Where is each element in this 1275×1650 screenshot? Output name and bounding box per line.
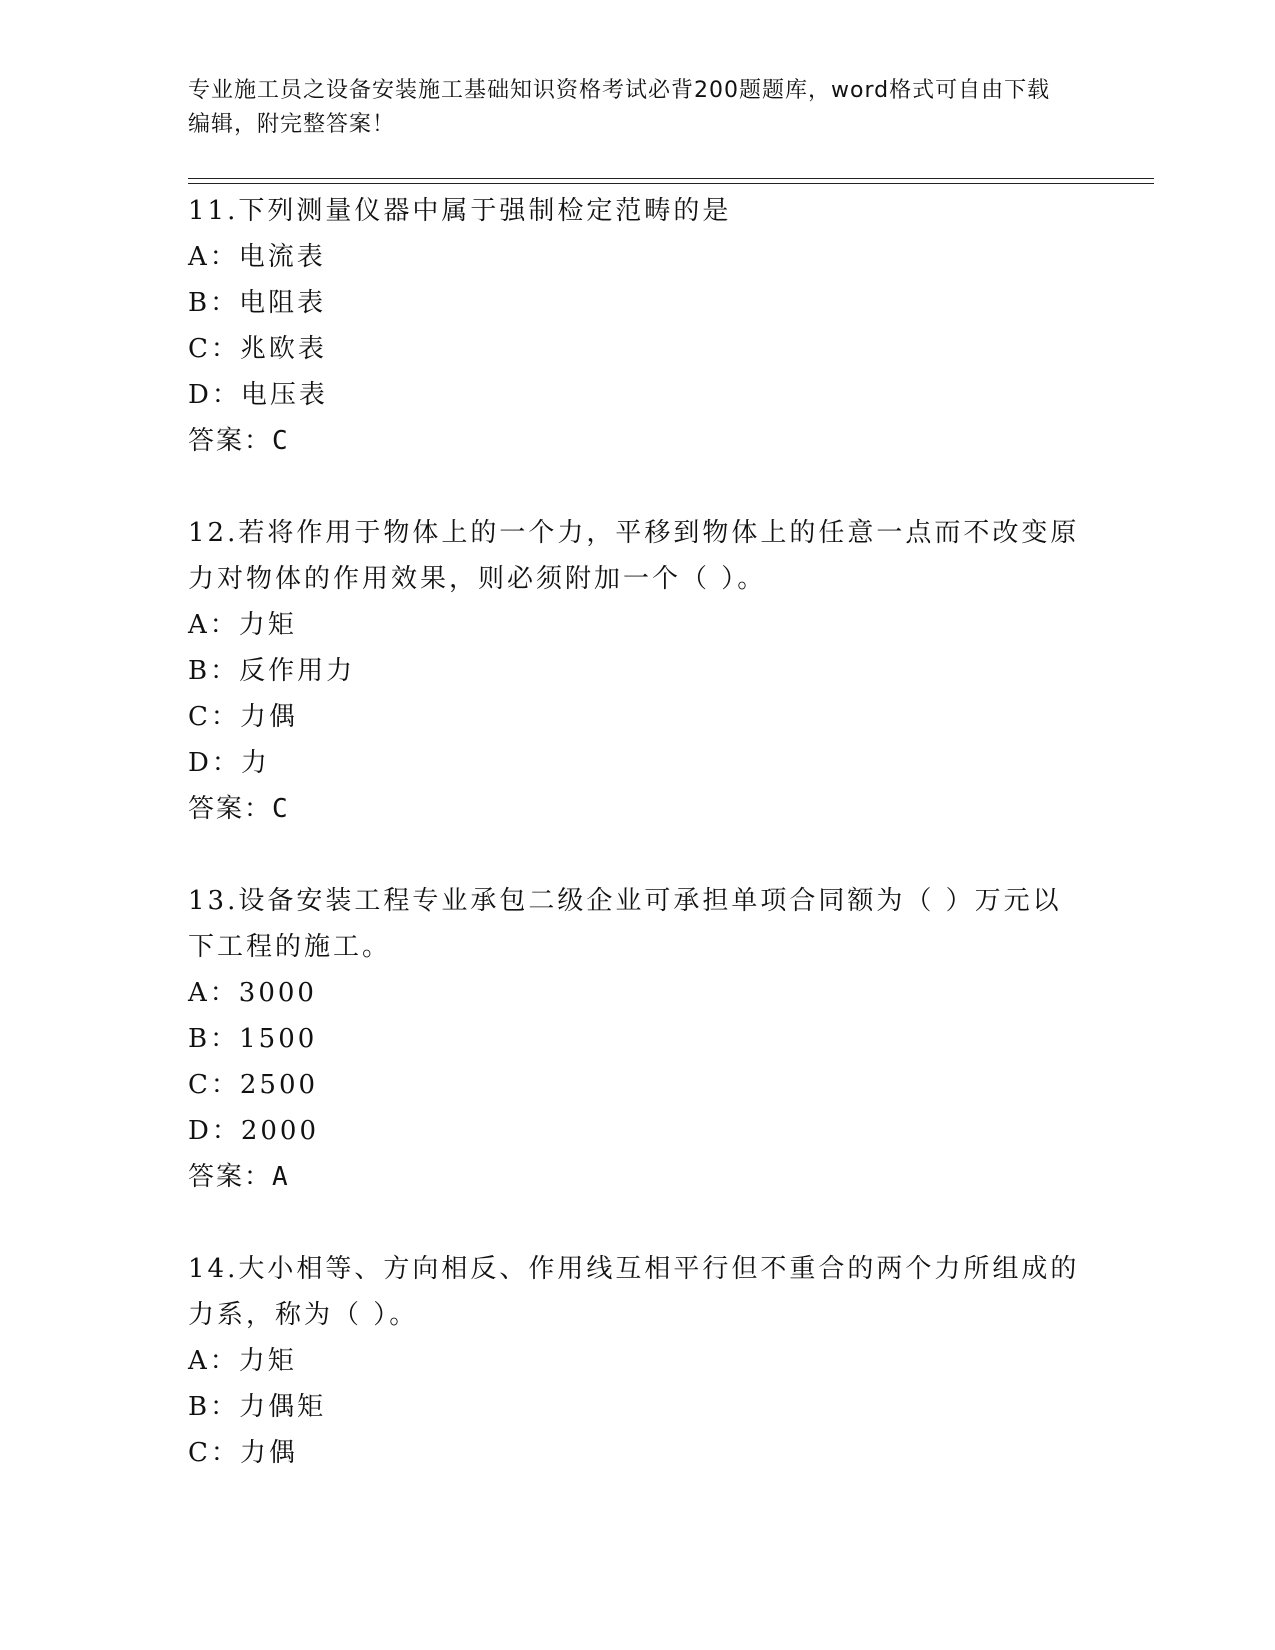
question-14 — [188, 1246, 1088, 1476]
option-b: B：力偶矩 — [188, 1392, 327, 1422]
answer-line — [188, 418, 1088, 464]
option-a: A：电流表 — [188, 242, 326, 272]
answer-label: 答案： — [188, 1162, 273, 1192]
header-rule-top — [188, 178, 1154, 179]
option-a: A：3000 — [188, 978, 317, 1008]
answer-line — [188, 1154, 1088, 1200]
question-stem: 11.下列测量仪器中属于强制检定范畴的是 — [188, 196, 732, 226]
option-a: A：力矩 — [188, 1346, 297, 1376]
option-b: B：反作用力 — [188, 656, 356, 686]
answer-line — [188, 786, 1088, 832]
question-11 — [188, 188, 1088, 464]
question-13 — [188, 878, 1088, 1200]
answer-label: 答案： — [188, 426, 273, 456]
answer-label: 答案： — [188, 794, 273, 824]
header-rule-bottom — [188, 183, 1154, 184]
option-b: B：电阻表 — [188, 288, 327, 318]
question-12 — [188, 510, 1088, 832]
option-c: C：力偶 — [188, 1438, 298, 1468]
option-a: A：力矩 — [188, 610, 297, 640]
answer-value: C — [272, 794, 290, 824]
question-list — [188, 188, 1088, 1522]
question-stem: 13.设备安装工程专业承包二级企业可承担单项合同额为（ ）万元以下工程的施工。 — [188, 886, 1062, 962]
option-d: D：力 — [188, 748, 270, 778]
answer-value: C — [272, 426, 290, 456]
document-header: 专业施工员之设备安装施工基础知识资格考试必背200题题库，word格式可自由下载编辑，附完整答案！ — [188, 78, 1051, 137]
answer-value: A — [272, 1162, 290, 1192]
option-c: C：兆欧表 — [188, 334, 327, 364]
question-stem: 14.大小相等、方向相反、作用线互相平行但不重合的两个力所组成的力系，称为（ ）。 — [188, 1254, 1080, 1330]
option-d: D：电压表 — [188, 380, 328, 410]
option-c: C：2500 — [188, 1070, 319, 1100]
option-c: C：力偶 — [188, 702, 298, 732]
question-stem: 12.若将作用于物体上的一个力，平移到物体上的任意一点而不改变原力对物体的作用效果，则必须附加一个（ ）。 — [188, 518, 1080, 594]
option-b: B：1500 — [188, 1024, 318, 1054]
option-d: D：2000 — [188, 1116, 320, 1146]
